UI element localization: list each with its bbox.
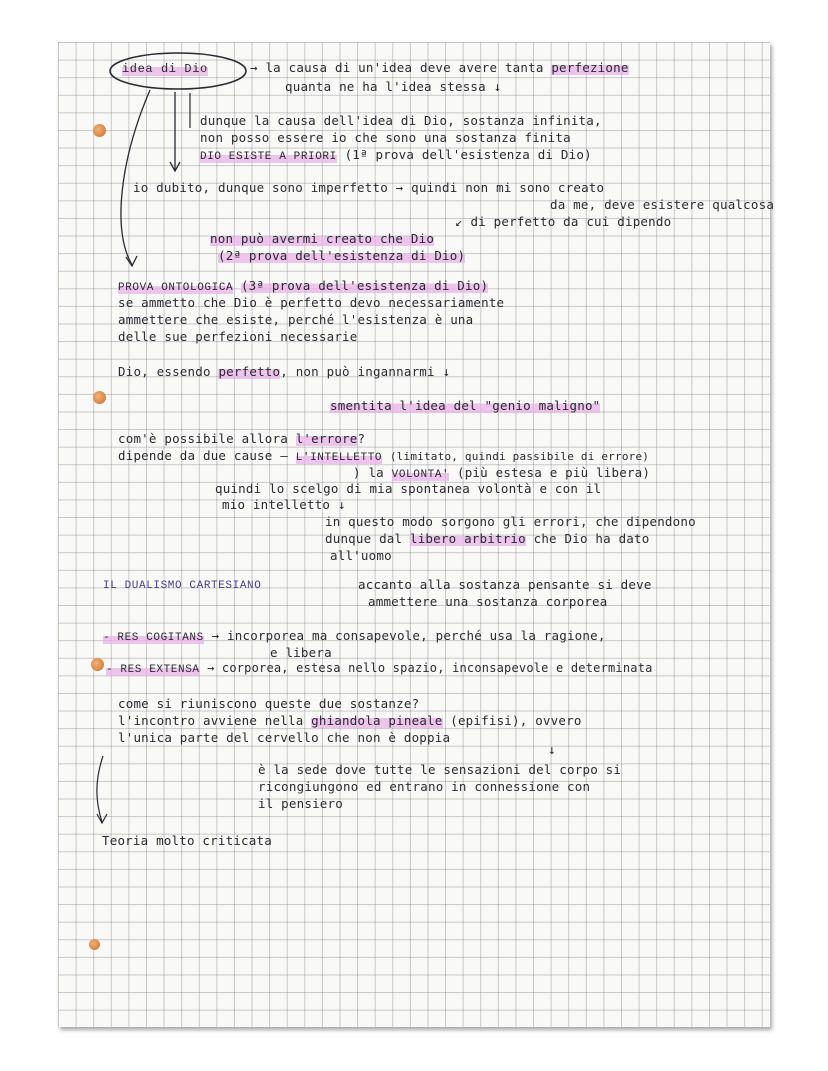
proof2-line-3: ↙ di perfetto da cui dipendo (455, 214, 672, 229)
proof3-title: PROVA ONTOLOGICA (3ª prova dell'esistenza di Dio) (118, 278, 489, 294)
error-line-5: in questo modo sorgono gli errori, che dipendono (325, 514, 696, 529)
gland-question: come si riuniscono queste due sostanze? (118, 696, 420, 711)
deceive-line: Dio, essendo perfetto, non può ingannarmi ↓ (118, 364, 451, 379)
arrow-to-proof3 (121, 90, 150, 265)
error-line-4: mio intelletto ↓ (222, 497, 346, 512)
proof3-line-3: delle sue perfezioni necessarie (118, 329, 358, 344)
concept-title: idea di Dio (122, 62, 208, 76)
gland-line-5: il pensiero (258, 796, 343, 811)
proof3-line-2: ammettere che esiste, perché l'esistenza è una (118, 312, 474, 327)
critique: Teoria molto criticata (102, 833, 272, 848)
dualism-line-2: ammettere una sostanza corporea (368, 594, 608, 609)
res-cogitans-2: e libera (270, 645, 332, 660)
deceive-result: smentita l'idea del "genio maligno" (330, 398, 601, 413)
error-cause-2: ) la VOLONTA' (più estesa e più libera) (353, 465, 651, 481)
proof2-line-2: da me, deve esistere qualcosa (550, 197, 775, 212)
arrow-to-critique (97, 756, 103, 822)
dualism-line-1: accanto alla sostanza pensante si deve (358, 577, 652, 592)
header-line-1: → la causa di un'idea deve avere tanta perfezione (250, 60, 629, 75)
res-extensa: - RES EXTENSA → corporea, estesa nello spazio, inconsapevole e determinata (106, 661, 653, 676)
error-question: com'è possibile allora l'errore? (118, 431, 366, 446)
gland-arrow: ↓ (548, 742, 556, 757)
dualism-title: IL DUALISMO CARTESIANO (103, 580, 262, 592)
proof1-line-3: DIO ESISTE A PRIORI (1ª prova dell'esistenza di Dio) (200, 147, 592, 163)
res-cogitans: - RES COGITANS → incorporea ma consapevole, perché usa la ragione, (103, 628, 606, 644)
gland-line-3: è la sede dove tutte le sensazioni del corpo si (258, 762, 622, 777)
gland-line-1: l'incontro avviene nella ghiandola pineale (epifisi), ovvero (118, 713, 582, 728)
gland-line-4: ricongiungono ed entrano in connessione con (258, 779, 591, 794)
proof3-line-1: se ammetto che Dio è perfetto devo necessariamente (118, 295, 505, 310)
error-line-6: dunque dal libero arbitrio che Dio ha dato (325, 531, 650, 546)
proof2-line-1: io dubito, dunque sono imperfetto → quindi non mi sono creato (133, 180, 605, 195)
gland-line-2: l'unica parte del cervello che non è doppia (118, 730, 451, 745)
header-line-2: quanta ne ha l'idea stessa ↓ (285, 79, 502, 94)
proof1-line-1: dunque la causa dell'idea di Dio, sostanza infinita, (200, 113, 602, 128)
error-line-3: quindi lo scelgo di mia spontanea volontà e con il (215, 481, 602, 496)
error-line-7: all'uomo (330, 548, 392, 563)
proof2-line-5: (2ª prova dell'esistenza di Dio) (218, 248, 466, 263)
proof1-line-2: non posso essere io che sono una sostanza finita (200, 130, 571, 145)
proof2-line-4: non può avermi creato che Dio (210, 231, 435, 246)
error-causes: dipende da due cause — L'INTELLETTO (limitato, quindi passibile di errore) (118, 448, 650, 464)
